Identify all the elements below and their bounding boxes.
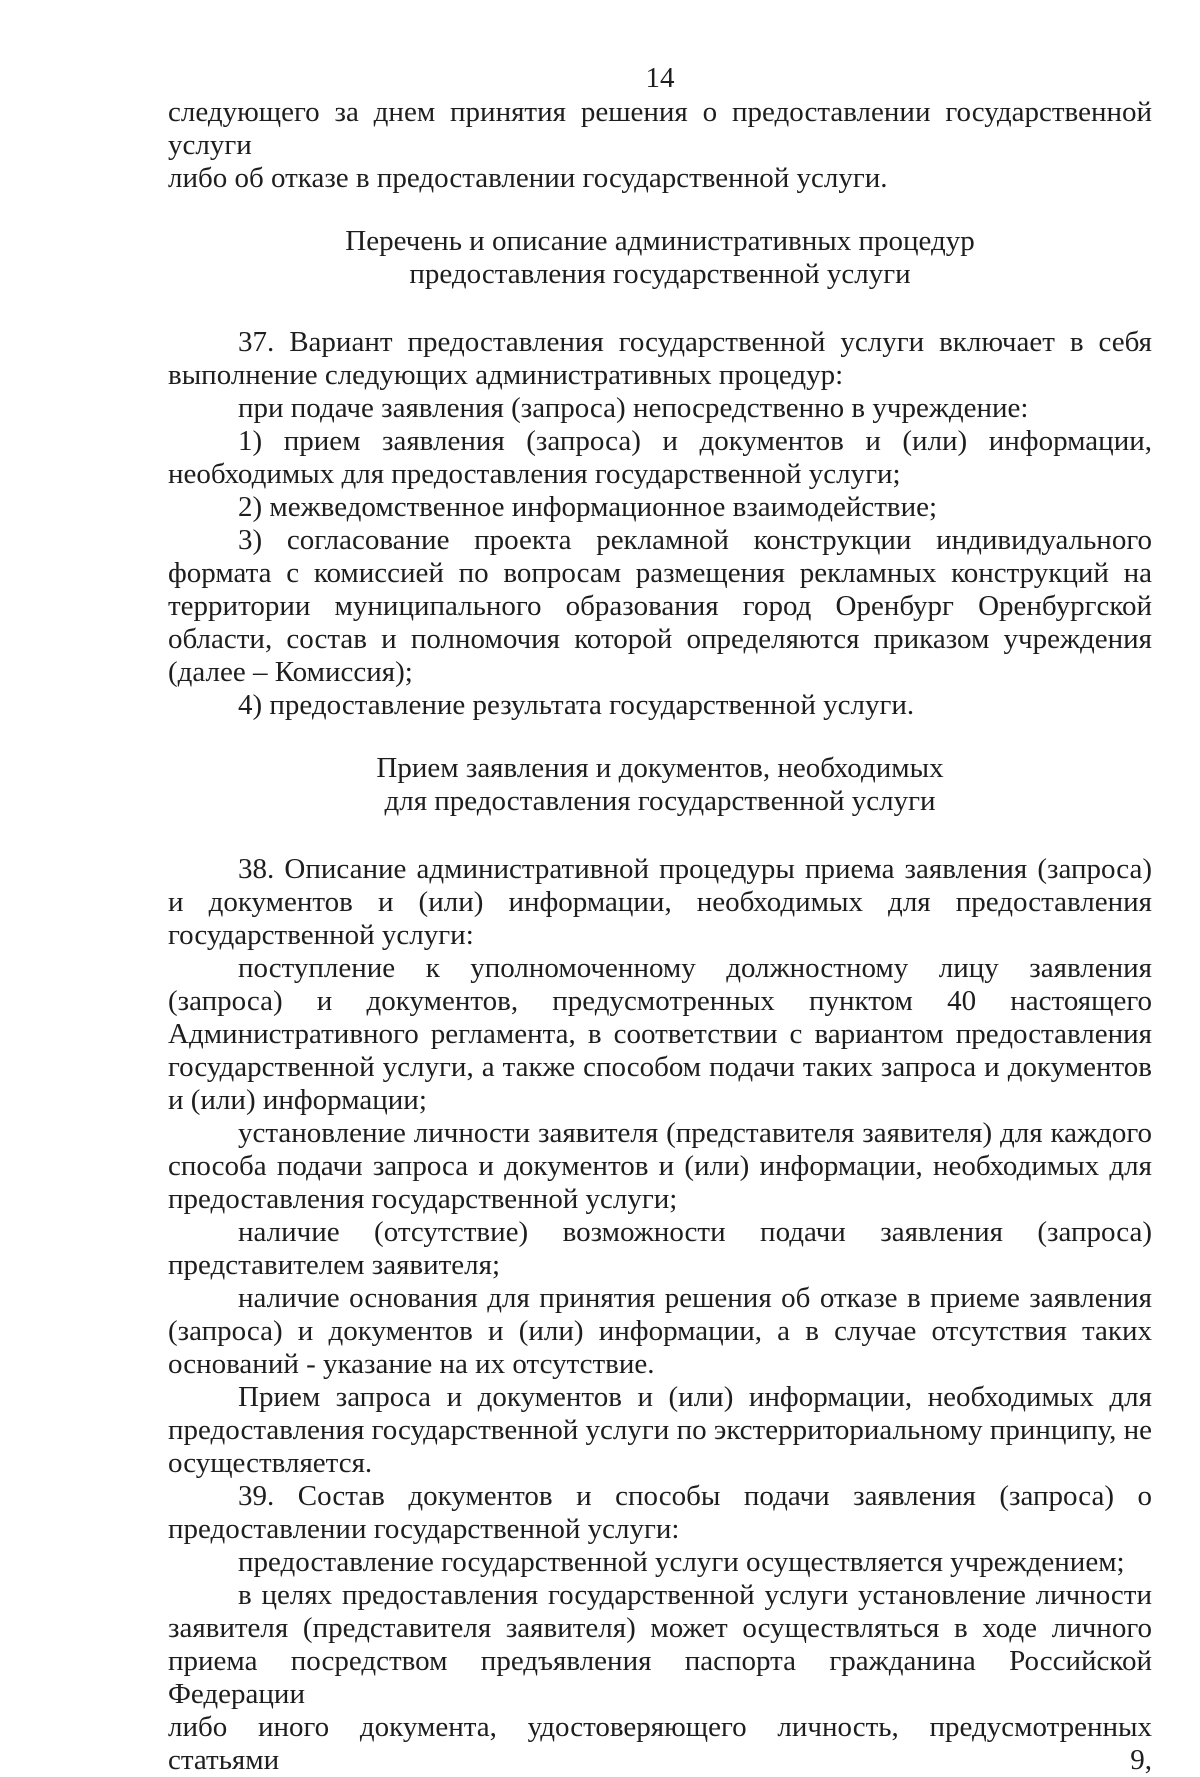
paragraph-38-refusal-grounds: наличие основания для принятия решения об отказе в приеме заявления (запроса) и документов и (или) информации, а в случае отсутствия таких оснований - указание на их отсутствие. [168, 1282, 1152, 1380]
paragraph-39-identity-line-4: либо иного документа, удостоверяющего личность, предусмотренных статьями 9, [168, 1711, 1152, 1776]
paragraph-39-institution: предоставление государственной услуги осуществляется учреждением; [238, 1546, 1125, 1578]
intro-line-1: следующего за днем принятия решения о предоставлении государственной услуги [168, 96, 1152, 161]
intro-line-2: либо об отказе в предоставлении государственной услуги. [168, 162, 888, 194]
section-38 [168, 853, 1152, 1480]
heading-line-2: предоставления государственной услуги [409, 258, 911, 290]
paragraph-38-representative: наличие (отсутствие) возможности подачи заявления (запроса) представителем заявителя; [168, 1216, 1152, 1281]
paragraph-39-intro: 39. Состав документов и способы подачи заявления (запроса) о предоставлении государственной услуги: [168, 1480, 1152, 1545]
heading-line-2: для предоставления государственной услуги [384, 785, 936, 817]
paragraph-37-submission: при подаче заявления (запроса) непосредственно в учреждение: [238, 392, 1029, 424]
heading-line-1: Перечень и описание административных процедур [345, 225, 975, 257]
list-item-37-1: 1) прием заявления (запроса) и документов и (или) информации, необходимых для предоставления государственной услуги; [168, 425, 1152, 490]
list-item-37-4: 4) предоставление результата государственной услуги. [238, 689, 915, 721]
section-37 [168, 326, 1152, 722]
paragraph-37-intro: 37. Вариант предоставления государственной услуги включает в себя выполнение следующих административных процедур: [168, 326, 1152, 391]
paragraph-38-intro: 38. Описание административной процедуры приема заявления (запроса) и документов и (или) информации, необходимых для предоставления государственной услуги: [168, 853, 1152, 951]
section-39 [168, 1480, 1152, 1777]
section-heading-reception [168, 752, 1152, 818]
heading-line-1: Прием заявления и документов, необходимых [376, 752, 944, 784]
page-number: 14 [645, 62, 675, 94]
paragraph-39-identity-line-2: заявителя (представителя заявителя) может осуществляться в ходе личного [168, 1612, 1152, 1644]
section-heading-procedures [168, 225, 1152, 291]
paragraph-39-identity-line-1: в целях предоставления государственной услуги установление личности [238, 1579, 1152, 1611]
paragraph-38-receipt: поступление к уполномоченному должностному лицу заявления (запроса) и документов, предусмотренных пунктом 40 настоящего Административного регламента, в соответствии с вариантом предоставления государственной услуги, а также способом подачи таких запроса и документов и (или) информации; [168, 952, 1152, 1116]
paragraph-38-identity: установление личности заявителя (представителя заявителя) для каждого способа подачи запроса и документов и (или) информации, необходимых для предоставления государственной услуги; [168, 1117, 1152, 1215]
paragraph-39-identity-line-3: приема посредством предъявления паспорта гражданина Российской Федерации [168, 1645, 1152, 1710]
document-page [168, 62, 1152, 1777]
paragraph-38-extraterritorial: Прием запроса и документов и (или) информации, необходимых для предоставления государственной услуги по экстерриториальному принципу, не осуществляется. [168, 1381, 1152, 1479]
list-item-37-3: 3) согласование проекта рекламной конструкции индивидуального формата с комиссией по вопросам размещения рекламных конструкций на территории муниципального образования город Оренбург Оренбургской области, состав и полномочия которой определяются приказом учреждения (далее – Комиссия); [168, 524, 1152, 688]
list-item-37-2: 2) межведомственное информационное взаимодействие; [238, 491, 938, 523]
